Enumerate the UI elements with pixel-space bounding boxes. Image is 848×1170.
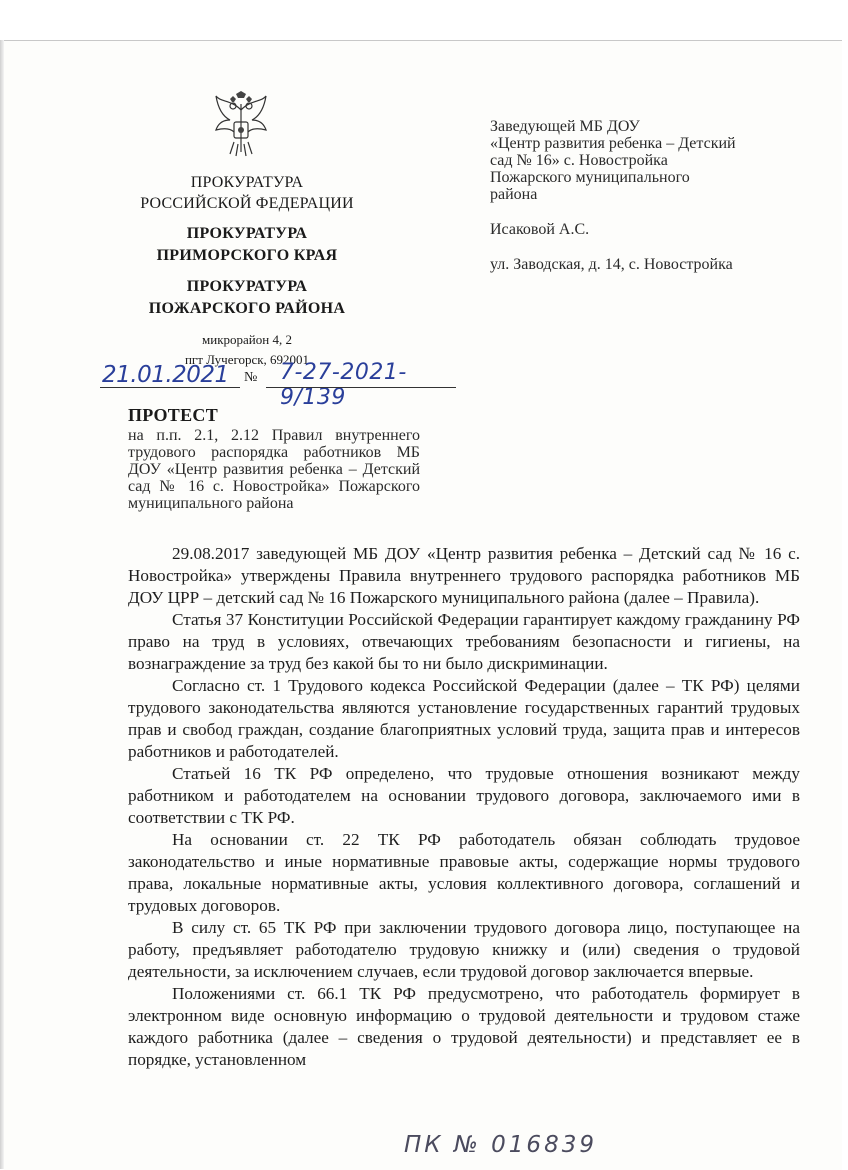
addressee-block [490,118,810,273]
document-body [128,543,800,1071]
authority-address-1: микрорайон 4, 2 [202,332,292,347]
addressee-line-5: района [490,186,538,203]
body-paragraph: Статьей 16 ТК РФ определено, что трудовые отношения возникают между работником и работодателем на основании трудового договора, заключаемого ими в соответствии с ТК РФ. [128,764,800,827]
authority-line-5: ПРОКУРАТУРА [186,278,308,295]
body-paragraph: Положениями ст. 66.1 ТК РФ предусмотрено, что работодатель формирует в электронном виде основную информацию о трудовой деятельности и трудовом стаже каждого работника (далее – сведения о трудовой деятельности) и представляет ее в порядке, установленном [128,984,800,1069]
addressee-line-1: Заведующей МБ ДОУ [490,118,640,135]
addressee-line-4: Пожарского муниципального [490,169,690,186]
registration-date: 21.01.2021 [102,362,229,388]
body-paragraph: 29.08.2017 заведующей МБ ДОУ «Центр развития ребенка – Детский сад № 16 с. Новостройка» утверждены Правила внутреннего трудового распорядка работников МБ ДОУ ЦРР – детский сад № 16 Пожарского муниципального района (далее – Правила). [128,544,800,607]
body-paragraph: На основании ст. 22 ТК РФ работодатель обязан соблюдать трудовое законодательство и иные нормативные правовые акты, содержащие нормы трудового права, локальные нормативные акты, условия коллективного договора, соглашений и трудовых договоров. [128,830,800,915]
number-label: № [244,370,258,385]
body-paragraph: В силу ст. 65 ТК РФ при заключении трудового договора лицо, поступающее на работу, предъявляет работодателю трудовую книжку и (или) сведения о трудовой деятельности, за исключением случаев, если трудовой договор заключается впервые. [128,918,800,981]
authority-line-4: ПРИМОРСКОГО КРАЯ [156,247,338,264]
number-underline [266,387,456,388]
serial-stamp: ПК № 016839 [404,1132,597,1158]
addressee-line-3: сад № 16» с. Новостройка [490,152,668,169]
authority-address-2: пгт Лучегорск, 692001 [184,352,310,367]
registration-line [100,360,460,410]
body-paragraph: Согласно ст. 1 Трудового кодекса Российской Федерации (далее – ТК РФ) целями трудового законодательства являются установление государственных гарантий трудовых прав и свобод граждан, создание благоприятных условий труда, защита прав и интересов работников и работодателей. [128,676,800,761]
authority-line-1: ПРОКУРАТУРА [190,174,304,191]
registration-number: 7-27-2021-9/139 [280,360,407,410]
authority-line-2: РОССИЙСКОЙ ФЕДЕРАЦИИ [140,195,354,212]
date-underline [100,387,240,388]
document-title: ПРОТЕСТ [128,405,219,425]
addressee-line-2: «Центр развития ребенка – Детский [490,135,736,152]
document-subject: на п.п. 2.1, 2.12 Правил внутреннего трудового распорядка работников МБ ДОУ «Центр развития ребенка – Детский сад № 16 с. Новостройка» Пожарского муниципального района [128,427,420,512]
addressee-street: ул. Заводская, д. 14, с. Новостройка [490,256,733,273]
body-paragraph: Статья 37 Конституции Российской Федерации гарантирует каждому гражданину РФ право на труд в условиях, отвечающих требованиям безопасности и гигиены, на вознаграждение за труд без какой бы то ни было дискриминации. [128,610,800,673]
addressee-name: Исаковой А.С. [490,221,590,238]
coat-of-arms-emblem [212,90,270,160]
authority-line-3: ПРОКУРАТУРА [186,225,308,242]
authority-block [120,172,374,370]
authority-line-6: ПОЖАРСКОГО РАЙОНА [148,300,346,317]
